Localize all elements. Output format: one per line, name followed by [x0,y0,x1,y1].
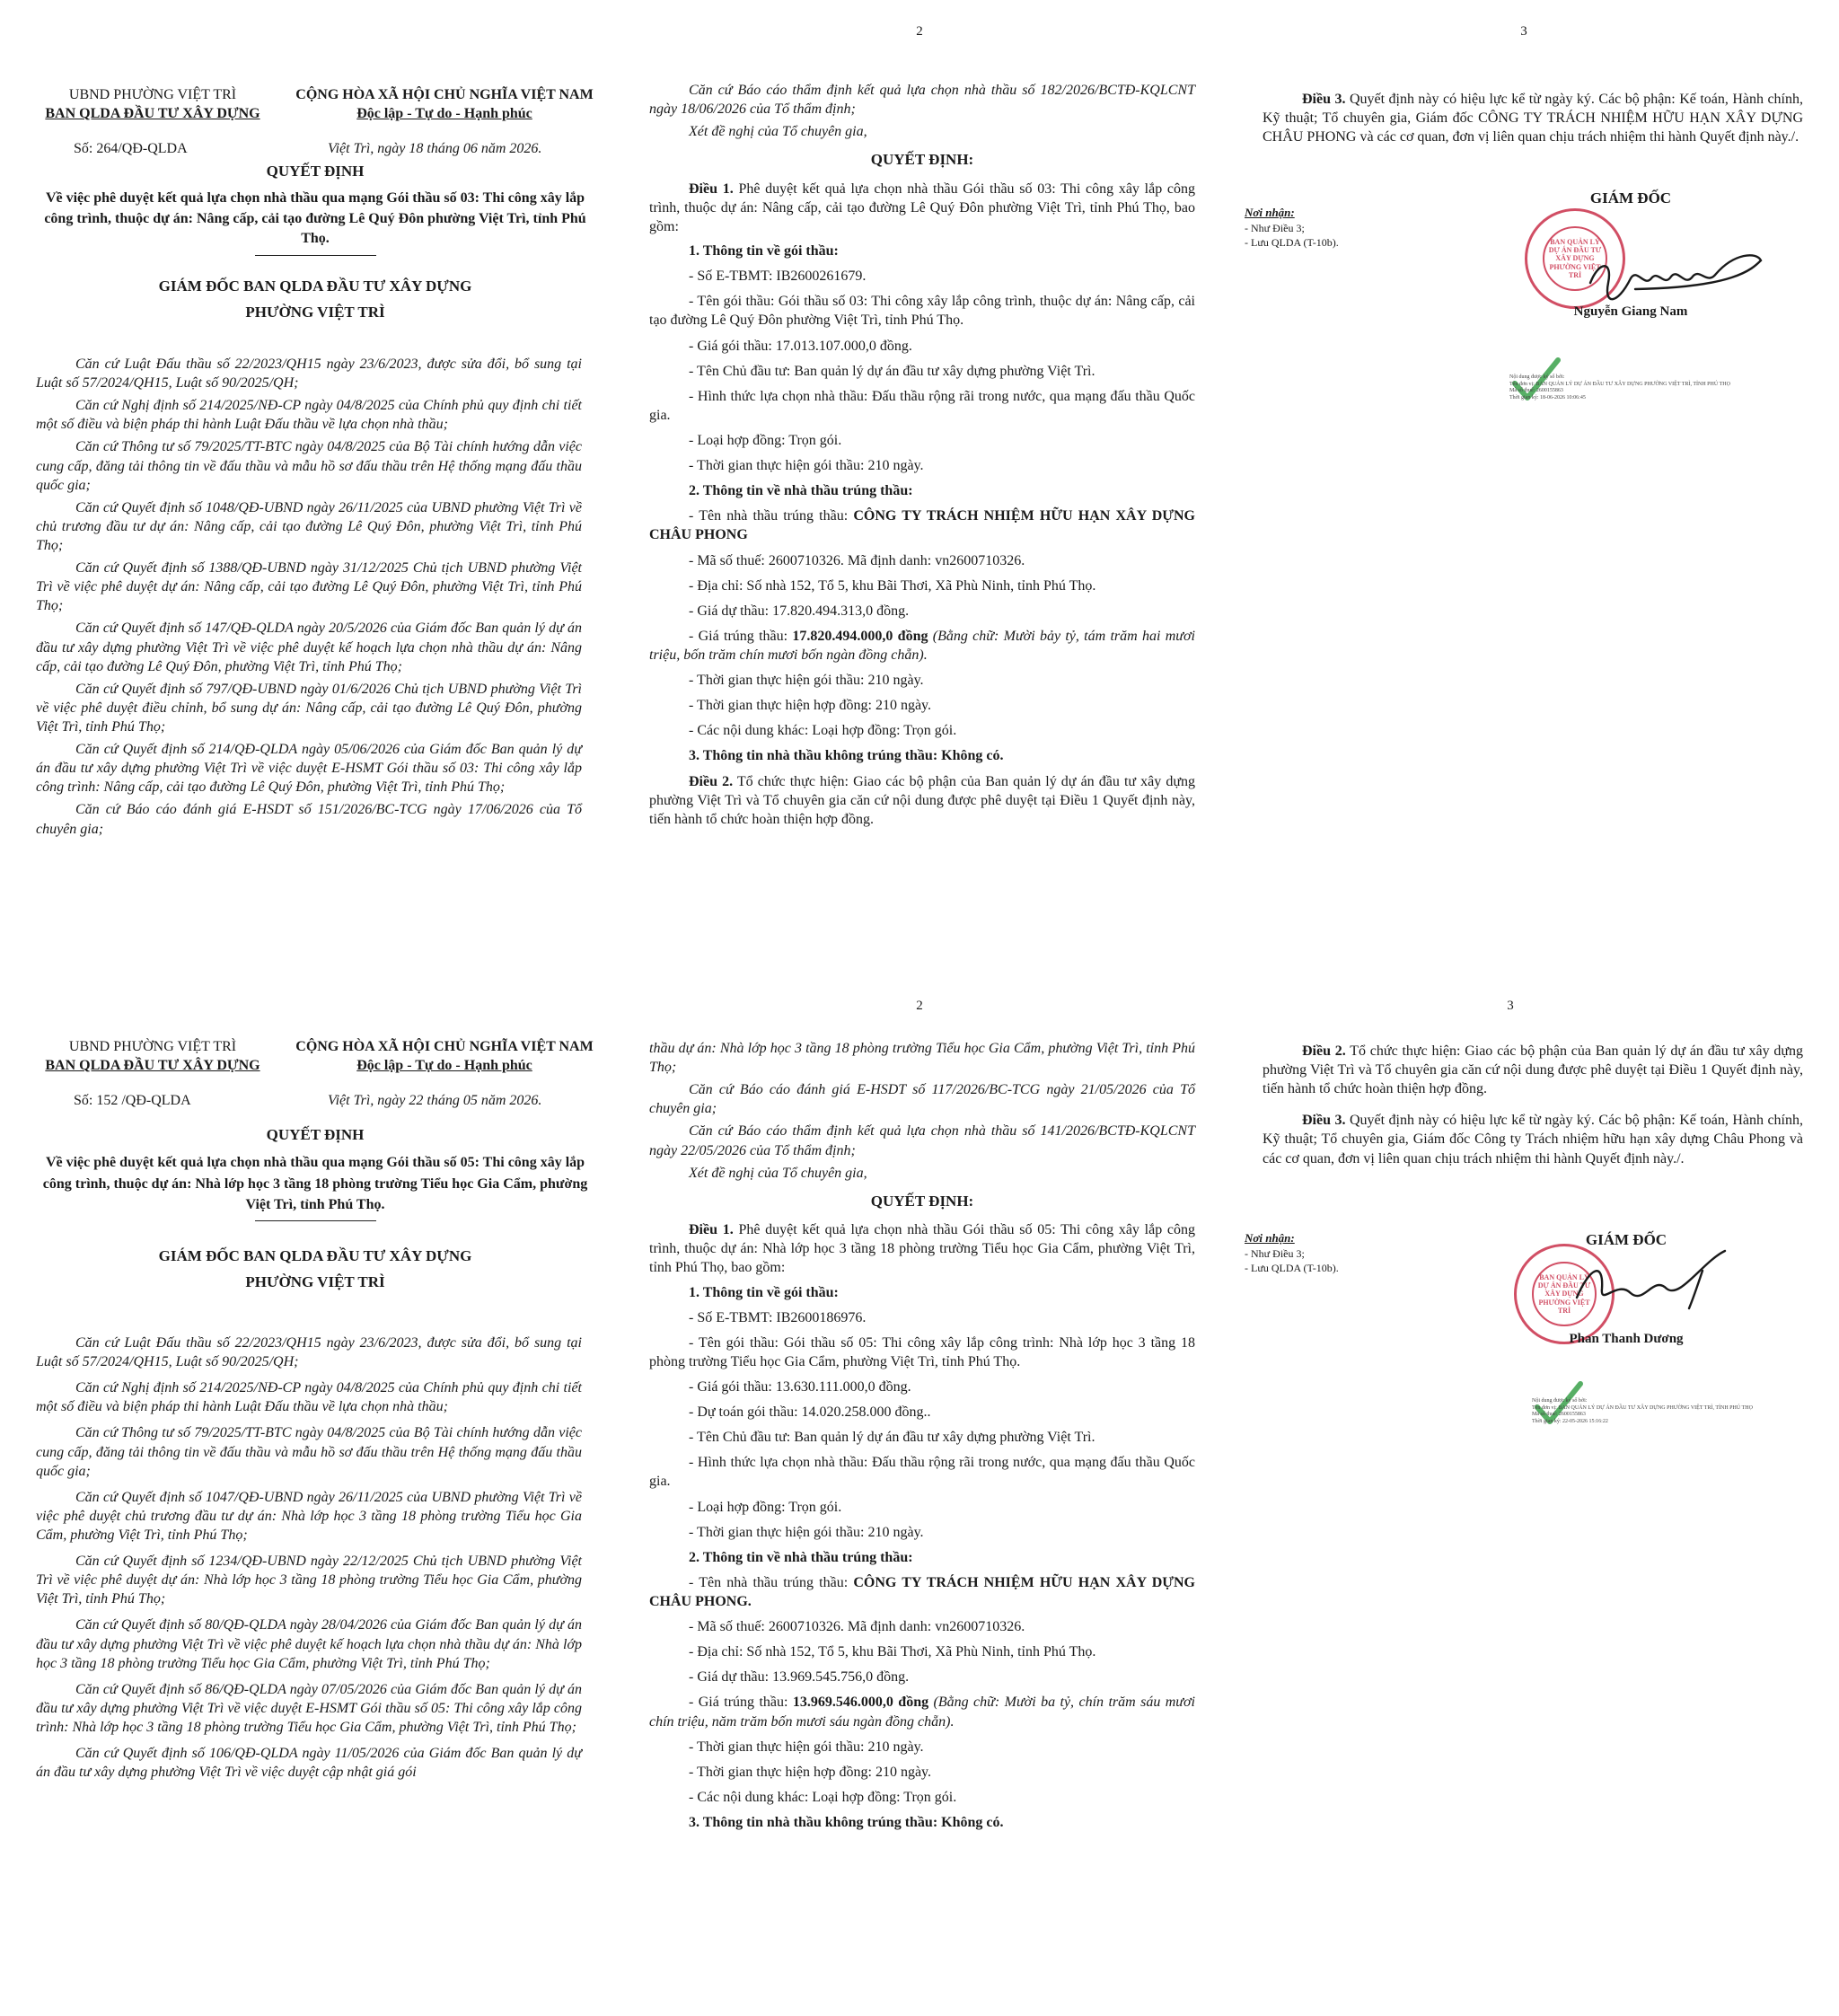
doc2-section-1: 1. Thông tin về gói thầu: [689,1284,839,1300]
digital-signature-text [1509,374,1770,401]
doc1-nation-line1: CỘNG HÒA XÃ HỘI CHỦ NGHĨA VIỆT NAM [295,87,594,102]
doc1-title-block [36,162,594,256]
doc2-signer-title: GIÁM ĐỐC [1585,1231,1667,1248]
doc1-page-1 [0,0,612,970]
doc2-title-rule [255,1220,376,1221]
doc2-title: QUYẾT ĐỊNH [266,1126,365,1143]
winner-prefix: - Tên nhà thầu trúng thầu: [689,1574,849,1590]
doc2-director-line1: GIÁM ĐỐC BAN QLDA ĐẦU TƯ XÂY DỰNG [158,1247,472,1264]
basis-item: Căn cứ Quyết định số 214/QĐ-QLDA ngày 05/06/2026 của Giám đốc Ban quản lý dự án đầu tư xây dựng phường Việt Trì về việc duyệt E-HSMT Gói thầu số 03: Thi công xây lắp công trình: Nâng cấp, cải tạo đường Lê Quý Đôn, phường Việt Trì, tỉnh Phú Thọ; [36,742,582,796]
doc2-signer-name: Phan Thanh Dương [1569,1332,1684,1346]
article-text: Tổ chức thực hiện: Giao các bộ phận của Ban quản lý dự án đầu tư xây dựng phường Việt Trì và Tổ chuyên gia căn cứ nội dung được phê duyệt tại Điều 1 Quyết định này, tiến hành tổ chức hoàn thiện hợp đồng. [1263,1043,1804,1097]
doc2-article-2 [1263,1042,1803,1098]
recipients-title: Nơi nhận: [1245,206,1295,219]
winner-name: CÔNG TY TRÁCH NHIỆM HỮU HẠN XÂY DỰNG CHÂU PHONG [649,508,1196,543]
doc1-org-line2: BAN QLDA ĐẦU TƯ XÂY DỰNG [45,106,260,122]
basis-item: Căn cứ Quyết định số 1047/QĐ-UBND ngày 26/11/2025 của UBND phường Việt Trì về việc phê duyệt chủ trương đầu tư dự án: Nhà lớp học 3 tầng 18 phòng trường Tiểu học Gia Cẩm, phường Việt Trì, tỉnh Phú Thọ; [36,1489,582,1543]
doc1-page-3 [1227,0,1839,970]
article-text: Phê duyệt kết quả lựa chọn nhà thầu Gói thầu số 05: Thi công xây lắp công trình, thuộc dự án: Nhà lớp học 3 tầng 18 phòng trường Tiểu học Gia Cẩm, phường Việt Trì, tỉnh Phú Thọ, bao gồm: [649,1222,1196,1276]
list-item: - Mã số thuế: 2600710326. Mã định danh: vn2600710326. [689,1619,1025,1635]
doc1-subject: Về việc phê duyệt kết quả lựa chọn nhà thầu qua mạng Gói thầu số 03: Thi công xây lắp công trình, thuộc dự án: Nâng cấp, cải tạo đường Lê Quý Đôn phường Việt Trì, tỉnh Phú Thọ. [44,190,586,247]
doc2-place-date: Việt Trì, ngày 22 tháng 05 năm 2026. [328,1093,542,1108]
doc2-org [18,1037,287,1075]
list-item: - Tên gói thầu: Gói thầu số 05: Thi công xây lắp công trình: Nhà lớp học 3 tầng 18 phòng trường Tiểu học Gia Cẩm, phường Việt Trì, tỉnh Phú Thọ. [649,1334,1195,1369]
doc2-section-3: 3. Thông tin nhà thầu không trúng thầu: Không có. [689,1814,1004,1830]
digital-signature-text [1532,1398,1792,1425]
article-label: Điều 2. [1302,1043,1346,1059]
list-item: - Tên gói thầu: Gói thầu số 03: Thi công xây lắp công trình, thuộc dự án: Nâng cấp, cải tạo đường Lê Quý Đôn phường Việt Trì, tỉnh Phú Thọ. [649,294,1195,329]
basis-item: Căn cứ Nghị định số 214/2025/NĐ-CP ngày 04/8/2025 của Chính phủ quy định chi tiết một số điều và biện pháp thi hành Luật Đấu thầu về lựa chọn nhà thầu; [36,1380,582,1415]
list-item: - Thời gian thực hiện gói thầu: 210 ngày. [689,458,924,474]
doc2-page-1 [0,974,612,1944]
doc1-nation-line2: Độc lập - Tự do - Hạnh phúc [356,106,532,122]
basis-item: Căn cứ Nghị định số 214/2025/NĐ-CP ngày 04/8/2025 của Chính phủ quy định chi tiết một số điều và biện pháp thi hành Luật Đấu thầu về lựa chọn nhà thầu; [36,398,582,433]
doc1-article-2 [649,772,1195,829]
doc2-director-heading [36,1244,594,1296]
ds-line: Mã số thuế: 2600155863 [1509,388,1563,393]
doc2-nation-line1: CỘNG HÒA XÃ HỘI CHỦ NGHĨA VIỆT NAM [295,1039,594,1054]
list-item: - Thời gian thực hiện gói thầu: 210 ngày. [689,1524,924,1540]
basis-item: Căn cứ Thông tư số 79/2025/TT-BTC ngày 04/8/2025 của Bộ Tài chính hướng dẫn việc cung cấp, đăng tải thông tin về đấu thầu và mẫu hồ sơ đấu thầu trên Hệ thống mạng đấu thầu quốc gia; [36,439,582,493]
doc1-doc-number: Số: 264/QĐ-QLDA [74,141,188,156]
doc1-page-number-2: 2 [916,24,923,39]
doc2-recipients [1245,1230,1339,1275]
list-item: - Loại hợp đồng: Trọn gói. [689,432,842,448]
doc2-page3-body [1263,1042,1803,1174]
doc1-bases-list [36,355,582,842]
list-item: - Loại hợp đồng: Trọn gói. [689,1499,842,1515]
ds-line: Nội dung được ký số bởi: [1509,374,1565,380]
ds-line: Mã số thuế: 2600155863 [1532,1412,1586,1417]
list-item: - Các nội dung khác: Loại hợp đồng: Trọn gói. [689,723,957,739]
basis-item: Căn cứ Quyết định số 797/QĐ-UBND ngày 01/6/2026 Chủ tịch UBND phường Việt Trì về việc phê duyệt điều chỉnh, bổ sung dự án: Nâng cấp, cải tạo đường Lê Quý Đôn, phường Việt Trì, tỉnh Phú Thọ; [36,681,582,735]
list-item: - Số E-TBMT: IB2600186976. [689,1309,867,1325]
doc2-award [649,1693,1195,1730]
recipients-title: Nơi nhận: [1245,1231,1295,1245]
list-item: - Địa chỉ: Số nhà 152, Tổ 5, khu Bãi Thơi, Xã Phù Ninh, tỉnh Phú Thọ. [689,577,1096,594]
article-text: Phê duyệt kết quả lựa chọn nhà thầu Gói thầu số 03: Thi công xây lắp công trình, thuộc dự án: Nâng cấp, cải tạo đường Lê Quý Đôn phường Việt Trì, tỉnh Phú Thọ, bao gồm: [649,180,1196,234]
document-decision-152 [0,974,1839,1944]
doc1-section-2: 2. Thông tin về nhà thầu trúng thầu: [689,483,913,499]
basis-item: Xét đề nghị của Tổ chuyên gia, [689,1165,867,1181]
basis-item: Căn cứ Quyết định số 1048/QĐ-UBND ngày 26/11/2025 của UBND phường Việt Trì về chủ trương đầu tư dự án: Nâng cấp, cải tạo đường Lê Quý Đôn, phường Việt Trì, tỉnh Phú Thọ; [36,499,582,553]
doc2-header [18,1037,603,1118]
winner-prefix: - Tên nhà thầu trúng thầu: [689,508,849,524]
basis-item: Căn cứ Quyết định số 147/QĐ-QLDA ngày 20/5/2026 của Giám đốc Ban quản lý dự án đầu tư xây dựng phường Việt Trì về việc phê duyệt kế hoạch lựa chọn nhà thầu dự án: Nâng cấp, cải tạo đường Lê Quý Đôn, phường Việt Trì, tỉnh Phú Thọ; [36,621,582,674]
ds-line: Thời gian ký: 22-05-2026 15:16:22 [1532,1418,1608,1424]
article-text: Quyết định này có hiệu lực kể từ ngày ký. Các bộ phận: Kế toán, Hành chính, Kỹ thuật; Tổ chuyên gia, Giám đốc Công ty Trách nhiệm hữu hạn xây dựng Châu Phong và các cơ quan, đơn vị liên quan chịu trách nhiệm thi hành Quyết định này./. [1263,1113,1804,1166]
doc1-org [18,85,287,123]
doc2-subject: Về việc phê duyệt kết quả lựa chọn nhà thầu qua mạng Gói thầu số 05: Thi công xây lắp công trình, thuộc dự án: Nhà lớp học 3 tầng 18 phòng trường Tiểu học Gia Cẩm, phường Việt Trì, tỉnh Phú Thọ. [42,1155,588,1212]
ds-line: Thời gian ký: 18-06-2026 10:06:45 [1509,394,1586,401]
list-item: - Các nội dung khác: Loại hợp đồng: Trọn gói. [689,1789,957,1805]
stamp-text: BAN QUẢN LÝ DỰ ÁN ĐẦU TƯ XÂY DỰNG PHƯỜNG VIỆT TRÌ [1543,226,1607,291]
doc2-doc-number: Số: 152 /QĐ-QLDA [74,1093,191,1108]
document-decision-264 [0,0,1839,970]
basis-item: Căn cứ Báo cáo đánh giá E-HSDT số 151/2026/BC-TCG ngày 17/06/2026 của Tổ chuyên gia; [36,802,582,837]
article-label: Điều 1. [689,180,734,197]
doc1-director-heading [36,274,594,326]
award-prefix: - Giá trúng thầu: [689,628,788,644]
doc1-title: QUYẾT ĐỊNH [266,163,365,180]
article-label: Điều 1. [689,1222,734,1238]
doc2-article-3 [1263,1111,1803,1167]
article-text: Tổ chức thực hiện: Giao các bộ phận của Ban quản lý dự án đầu tư xây dựng phường Việt Trì và Tổ chuyên gia căn cứ nội dung được phê duyệt tại Điều 1 Quyết định này, tiến hành tổ chức hoàn thiện hợp đồng. [649,773,1196,827]
basis-item: Căn cứ Báo cáo đánh giá E-HSDT số 117/2026/BC-TCG ngày 21/05/2026 của Tổ chuyên gia; [649,1082,1195,1117]
award-prefix: - Giá trúng thầu: [689,1695,788,1711]
list-item: - Giá dự thầu: 17.820.494.313,0 đồng. [689,603,910,619]
doc2-bases-list [36,1334,582,1789]
doc1-section-3: 3. Thông tin nhà thầu không trúng thầu: Không có. [689,748,1004,764]
doc2-decision-title: QUYẾT ĐỊNH: [870,1192,974,1210]
list-item: - Thời gian thực hiện gói thầu: 210 ngày. [689,1739,924,1755]
doc2-page-number-2: 2 [916,999,923,1013]
list-item: - Thời gian thực hiện hợp đồng: 210 ngày. [689,1764,931,1780]
doc1-title-rule [255,255,376,256]
winner-name: CÔNG TY TRÁCH NHIỆM HỮU HẠN XÂY DỰNG CHÂU PHONG. [649,1574,1196,1609]
basis-item: Căn cứ Báo cáo thẩm định kết quả lựa chọn nhà thầu số 182/2026/BCTĐ-KQLCNT ngày 18/06/2026 của Tổ thẩm định; [649,83,1195,118]
doc1-award [649,627,1195,665]
doc1-page2-body [649,81,1195,834]
list-item: - Giá gói thầu: 13.630.111.000,0 đồng. [689,1378,911,1395]
doc2-title-block [36,1125,594,1221]
list-item: - Địa chỉ: Số nhà 152, Tổ 5, khu Bãi Thơi, Xã Phù Ninh, tỉnh Phú Thọ. [689,1644,1096,1660]
doc1-article-1 [649,180,1195,236]
doc1-org-line1: UBND PHƯỜNG VIỆT TRÌ [68,87,237,102]
doc1-section-1: 1. Thông tin về gói thầu: [689,243,839,260]
doc1-header [18,85,603,166]
article-label: Điều 3. [1302,1113,1346,1129]
doc2-page-3 [1227,974,1839,1944]
doc2-section-2: 2. Thông tin về nhà thầu trúng thầu: [689,1549,913,1565]
doc2-winner [649,1573,1195,1611]
doc1-article-3 [1263,90,1803,146]
basis-item-continued: thầu dự án: Nhà lớp học 3 tầng 18 phòng trường Tiểu học Gia Cẩm, phường Việt Trì, tỉnh Phú Thọ; [649,1041,1195,1076]
list-item: - Hình thức lựa chọn nhà thầu: Đấu thầu rộng rãi trong nước, qua mạng đấu thầu Quốc gia. [649,1455,1195,1490]
doc2-director-line2: PHƯỜNG VIỆT TRÌ [245,1272,385,1290]
doc2-page-2 [613,974,1226,1944]
ds-line: Tên đơn vị: BAN QUẢN LÝ DỰ ÁN ĐẦU TƯ XÂY DỰNG PHƯỜNG VIỆT TRÌ, TỈNH PHÚ THỌ [1509,381,1730,387]
basis-item: Căn cứ Luật Đấu thầu số 22/2023/QH15 ngày 23/6/2023, được sửa đổi, bổ sung tại Luật số 57/2024/QH15, Luật số 90/2025/QH; [36,1335,582,1370]
doc1-signer-name: Nguyễn Giang Nam [1573,304,1688,319]
award-value: 13.969.546.000,0 đồng [792,1695,929,1711]
doc2-page-number-3: 3 [1507,999,1514,1013]
doc1-signer-title: GIÁM ĐỐC [1589,189,1672,207]
doc2-article-1 [649,1220,1195,1277]
list-item: - Thời gian thực hiện gói thầu: 210 ngày. [689,673,924,689]
doc1-director-line2: PHƯỜNG VIỆT TRÌ [245,303,385,321]
award-value: 17.820.494.000,0 đồng [792,628,928,644]
basis-item: Căn cứ Quyết định số 1388/QĐ-UBND ngày 31/12/2025 Chủ tịch UBND phường Việt Trì về việc phê duyệt dự án: Nâng cấp, cải tạo đường Lê Quý Đôn, phường Việt Trì, tỉnh Phú Thọ; [36,560,582,614]
recipient-item: - Lưu QLDA (T-10b). [1245,235,1339,249]
article-label: Điều 3. [1302,92,1346,107]
doc1-page3-body [1263,90,1803,152]
doc1-page-number-3: 3 [1520,24,1527,39]
list-item: - Hình thức lựa chọn nhà thầu: Đấu thầu rộng rãi trong nước, qua mạng đấu thầu Quốc gia. [649,388,1195,423]
list-item: - Giá dự thầu: 13.969.545.756,0 đồng. [689,1669,910,1686]
basis-item: Căn cứ Quyết định số 86/QĐ-QLDA ngày 07/05/2026 của Giám đốc Ban quản lý dự án đầu tư xây dựng phường Việt Trì về việc duyệt E-HSMT Gói thầu số 05: Thi công xây lắp công trình: Nhà lớp học 3 tầng 18 phòng trường Tiểu học Gia Cẩm, phường Việt Trì, tỉnh Phú Thọ; [36,1681,582,1735]
list-item: - Mã số thuế: 2600710326. Mã định danh: vn2600710326. [689,552,1025,568]
stamp-text: BAN QUẢN LÝ DỰ ÁN ĐẦU TƯ XÂY DỰNG PHƯỜNG VIỆT TRÌ [1532,1262,1597,1326]
list-item: - Dự toán gói thầu: 14.020.258.000 đồng.. [689,1404,931,1421]
basis-item: Căn cứ Thông tư số 79/2025/TT-BTC ngày 04/8/2025 của Bộ Tài chính hướng dẫn việc cung cấp, đăng tải thông tin về đấu thầu và mẫu hồ sơ đấu thầu trên Hệ thống mạng đấu thầu quốc gia; [36,1425,582,1479]
doc1-decision-title: QUYẾT ĐỊNH: [870,151,974,169]
award-words: (Bằng chữ: Mười bảy tỷ, tám trăm hai mươi triệu, bốn trăm chín mươi bốn ngàn đồng chẵn). [649,628,1195,663]
doc1-page-2 [613,0,1226,970]
list-item: - Tên Chủ đầu tư: Ban quản lý dự án đầu tư xây dựng phường Việt Trì. [689,1430,1095,1446]
basis-item: Căn cứ Luật Đấu thầu số 22/2023/QH15 ngày 23/6/2023, được sửa đổi, bổ sung tại Luật số 57/2024/QH15, Luật số 90/2025/QH; [36,357,582,392]
article-text: Quyết định này có hiệu lực kể từ ngày ký. Các bộ phận: Kế toán, Hành chính, Kỹ thuật; Tổ chuyên gia, Giám đốc CÔNG TY TRÁCH NHIỆM HỮU HẠN XÂY DỰNG CHÂU PHONG và các cơ quan, đơn vị liên quan chịu trách nhiệm thi hành Quyết định này./. [1263,92,1804,145]
recipient-item: - Như Điều 3; [1245,221,1305,234]
doc1-place-date: Việt Trì, ngày 18 tháng 06 năm 2026. [328,141,542,156]
award-words: (Bằng chữ: Mười ba tỷ, chín trăm sáu mươi chín triệu, năm trăm bốn mươi sáu ngàn đồng chẵn). [649,1695,1196,1730]
handwritten-signature [1568,1244,1738,1316]
doc1-recipients [1245,205,1339,250]
basis-item: Căn cứ Báo cáo thẩm định kết quả lựa chọn nhà thầu số 141/2026/BCTĐ-KQLCNT ngày 22/05/2026 của Tổ thẩm định; [649,1123,1195,1158]
basis-item: Căn cứ Quyết định số 106/QĐ-QLDA ngày 11/05/2026 của Giám đốc Ban quản lý dự án đầu tư xây dựng phường Việt Trì về việc duyệt cập nhật giá gói [36,1746,582,1781]
doc2-nation [274,1037,612,1075]
recipient-item: - Như Điều 3; [1245,1246,1305,1260]
article-label: Điều 2. [689,773,734,789]
ds-line: Tên đơn vị: BAN QUẢN LÝ DỰ ÁN ĐẦU TƯ XÂY DỰNG PHƯỜNG VIỆT TRÌ, TỈNH PHÚ THỌ [1532,1404,1753,1411]
list-item: - Giá gói thầu: 17.013.107.000,0 đồng. [689,338,912,354]
ds-line: Nội dung được ký số bởi: [1532,1398,1588,1404]
list-item: - Thời gian thực hiện hợp đồng: 210 ngày. [689,698,931,714]
doc1-winner [649,506,1195,544]
recipient-item: - Lưu QLDA (T-10b). [1245,1261,1339,1274]
doc2-org-line2: BAN QLDA ĐẦU TƯ XÂY DỰNG [45,1058,260,1074]
doc2-page2-body [649,1039,1195,1838]
list-item: - Số E-TBMT: IB2600261679. [689,269,867,285]
doc1-director-line1: GIÁM ĐỐC BAN QLDA ĐẦU TƯ XÂY DỰNG [158,277,472,295]
basis-item: Căn cứ Quyết định số 1234/QĐ-UBND ngày 22/12/2025 Chủ tịch UBND phường Việt Trì về việc phê duyệt dự án: Nhà lớp học 3 tầng 18 phòng trường Tiểu học Gia Cẩm, phường Việt Trì, tỉnh Phú Thọ; [36,1554,582,1607]
doc1-nation [274,85,612,123]
basis-item: Căn cứ Quyết định số 80/QĐ-QLDA ngày 28/04/2026 của Giám đốc Ban quản lý dự án đầu tư xây dựng phường Việt Trì về việc phê duyệt kế hoạch lựa chọn nhà thầu dự án: Nhà lớp học 3 tầng 18 phòng trường Tiểu học Gia Cẩm, phường Việt Trì, tỉnh Phú Thọ; [36,1617,582,1671]
list-item: - Tên Chủ đầu tư: Ban quản lý dự án đầu tư xây dựng phường Việt Trì. [689,363,1095,379]
doc2-org-line1: UBND PHƯỜNG VIỆT TRÌ [68,1039,237,1054]
basis-item: Xét đề nghị của Tổ chuyên gia, [689,124,867,140]
doc2-nation-line2: Độc lập - Tự do - Hạnh phúc [356,1058,532,1074]
